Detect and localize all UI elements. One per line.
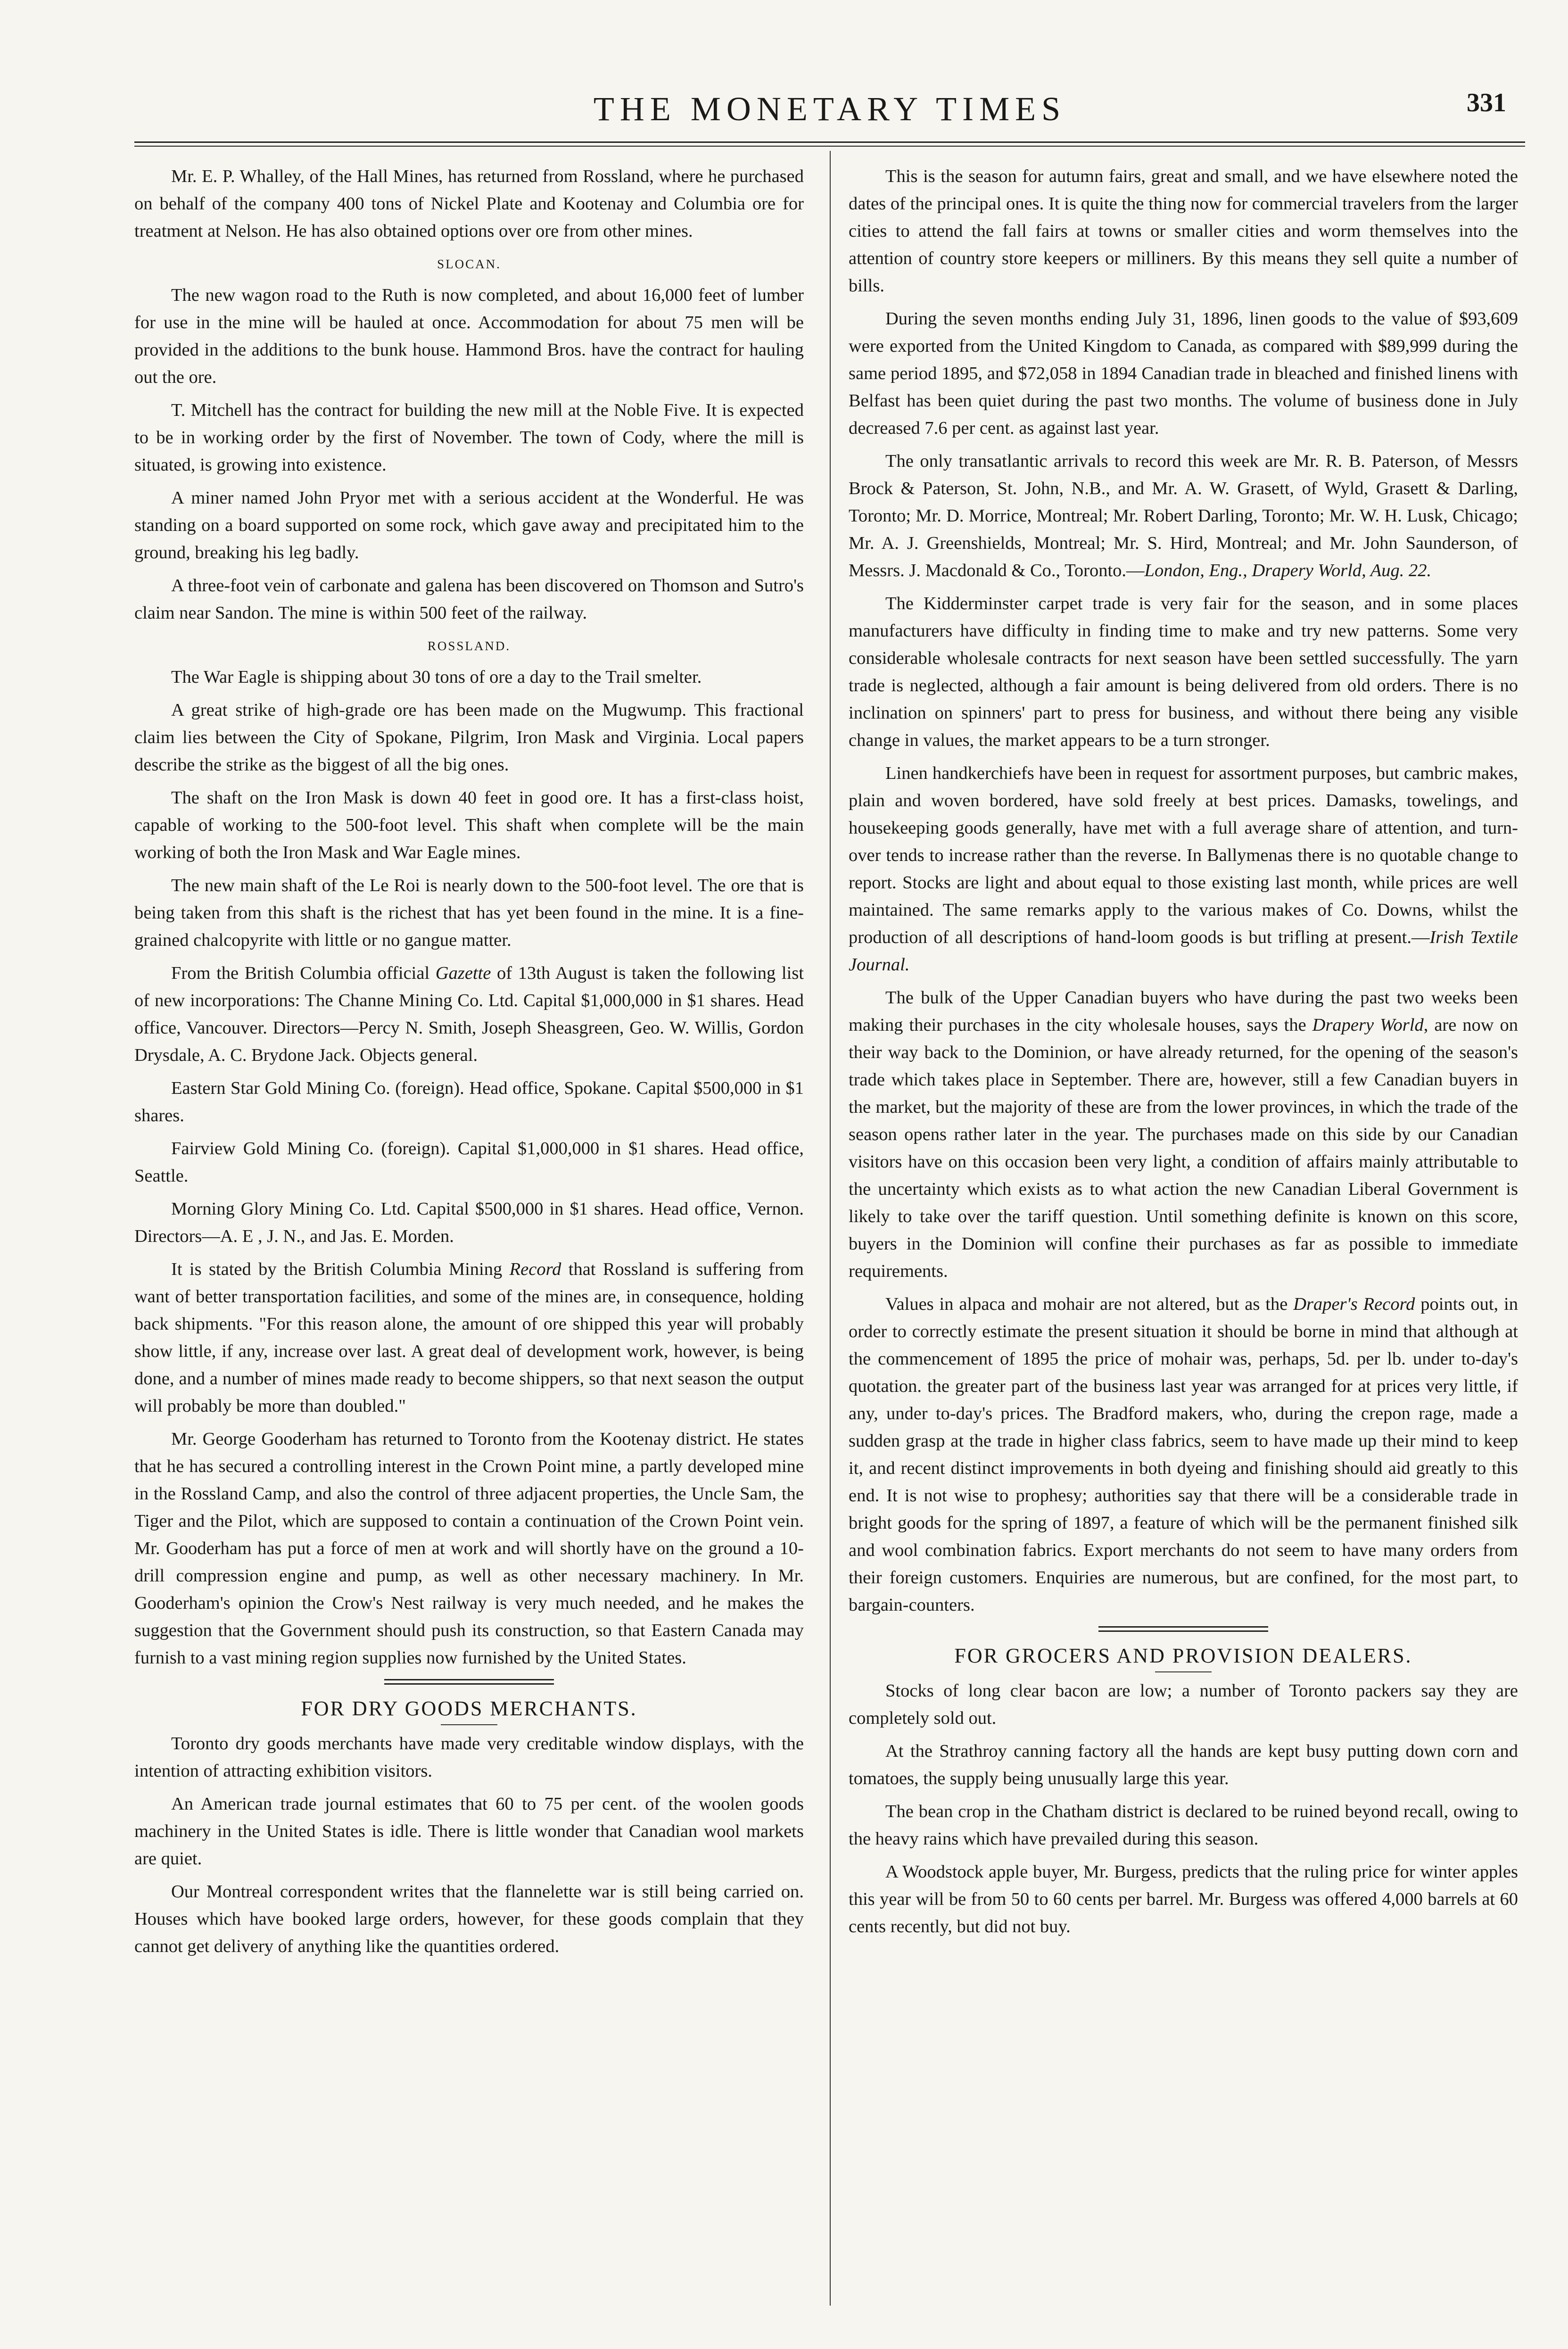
paragraph: At the Strathroy canning factory all the hands are kept busy putting down corn and tomatoes, the supply being unusually large this year.	[849, 1741, 1518, 1788]
paragraph: Mr. George Gooderham has returned to Toronto from the Kootenay district. He states that he has secured a controlling interest in the Crown Point mine, a partly developed mine in the Rossland Camp, and also the control of three adjacent properties, the Uncle Sam, the Tiger and the Pilot, which are supposed to contain a continuation of the Crown Point vein. Mr. Gooderham has put a force of men at work and will shortly have on the ground a 10-drill compression engine and pump, as well as other necessary machinery. In Mr. Gooderham's opinion the Crow's Nest railway is very much needed, and he makes the suggestion that the Government should push its construction, so that Eastern Canada may furnish to a vast mining region supplies now furnished by the United States.	[134, 1429, 804, 1668]
text-run: The only transatlantic arrivals to record this week are Mr. R. B. Paterson, of Messrs Brock & Paterson, St. John, N.B., and Mr. A. W. Grasett, of Wyld, Grasett & Darling, Toronto; Mr. D. Morrice, Montreal; Mr. Robert Darling, Toronto; Mr. W. H. Lusk, Chicago; Mr. A. J. Greenshields, Montreal; Mr. S. Hird, Montreal; and Mr. John Saunderson, of Messrs. J. Macdonald & Co., Toronto.—	[849, 451, 1518, 580]
left-column	[134, 163, 804, 1966]
section-divider-rule	[1098, 1626, 1268, 1632]
text-run: From the British Columbia official	[171, 963, 436, 983]
paragraph: A great strike of high-grade ore has been made on the Mugwump. This fractional claim lies between the City of Spokane, Pilgrim, Iron Mask and Virginia. Local papers describe the strike as the biggest of all the big ones.	[134, 700, 804, 775]
column-divider	[830, 151, 831, 2306]
paragraph-gazette	[134, 959, 804, 1069]
text-run: Linen handkerchiefs have been in request for assortment purposes, but cambric makes, plain and woven bordered, have sold freely at best prices. Damasks, towelings, and housekeeping goods generally, have met with a full average share of attention, and turn-over tends to increase rather than the reverse. In Ballymenas there is no quotable change to report. Stocks are light and about equal to those existing last month, while prices are well maintained. The same remarks apply to the various makes of Co. Downs, whilst the production of all descriptions of hand-loom goods is but trifling at present.—	[849, 763, 1518, 947]
paragraph: A Woodstock apple buyer, Mr. Burgess, predicts that the ruling price for winter apples this year will be from 50 to 60 cents per barrel. Mr. Burgess was offered 4,000 barrels at 60 cents recently, but did not buy.	[849, 1862, 1518, 1936]
paragraph: Eastern Star Gold Mining Co. (foreign). Head office, Spokane. Capital $500,000 in $1 shares.	[134, 1078, 804, 1125]
section-heading-slocan: SLOCAN.	[437, 257, 501, 271]
paragraph: The new main shaft of the Le Roi is nearly down to the 500-foot level. The ore that is being taken from this shaft is the richest that has yet been found in the mine. It is a fine-grained chalcopyrite with little or no gangue matter.	[134, 876, 804, 950]
text-run: Values in alpaca and mohair are not altered, but as the	[885, 1294, 1294, 1314]
page-number: 331	[1467, 88, 1506, 117]
paragraph-alpaca	[849, 1290, 1518, 1619]
paragraph: Fairview Gold Mining Co. (foreign). Capital $1,000,000 in $1 shares. Head office, Seattle.	[134, 1139, 804, 1186]
text-run: , are now on their way back to the Dominion, or have already returned, for the opening of the season's trade which takes place in September. There are, however, still a few Canadian buyers in the market, but the majority of these are from the lower provinces, in which the trade of the season opens rather later in the year. The purchases made on this side by our Canadian visitors have on this occasion been very light, a condition of affairs mainly attributable to the uncertainty which exists as to what action the new Canadian Liberal Government is likely to take over the tariff question. Until something definite is known on this score, buyers in the Dominion will confine their purchases as far as possible to immediate requirements.	[849, 1015, 1518, 1281]
short-rule	[441, 1724, 497, 1725]
source-citation: Irish Textile Journal.	[849, 927, 1518, 975]
paragraph: During the seven months ending July 31, 1896, linen goods to the value of $93,609 were exported from the United Kingdom to Canada, as compared with $89,999 during the same period 1895, and $72,058 in 1894 Canadian trade in bleached and finished linens with Belfast has been quiet during the past two months. The volume of business done in July decreased 7.6 per cent. as against last year.	[849, 309, 1518, 438]
header-rule	[134, 141, 1525, 147]
paragraph-buyers	[849, 984, 1518, 1285]
section-title-dry-goods: FOR DRY GOODS MERCHANTS.	[301, 1697, 637, 1720]
paragraph-handkerchiefs	[849, 760, 1518, 978]
section-divider-rule	[384, 1679, 554, 1685]
paragraph: Stocks of long clear bacon are low; a number of Toronto packers say they are completely sold out.	[849, 1681, 1518, 1728]
italic-title: Record	[509, 1259, 561, 1279]
source-citation: London, Eng., Drapery World, Aug. 22.	[1144, 561, 1432, 580]
paragraph: A miner named John Pryor met with a serious accident at the Wonderful. He was standing on a board supported on some rock, which gave away and precipitated him to the ground, breaking his leg badly.	[134, 488, 804, 562]
paragraph: The Kidderminster carpet trade is very fair for the season, and in some places manufacturers have difficulty in finding time to make and try new patterns. Some very considerable wholesale contracts for next season have been settled successfully. The yarn trade is neglected, although a fair amount is being delivered from old orders. There is no inclination on spinners' part to press for business, and without there being any visible change in values, the market appears to be a turn stronger.	[849, 594, 1518, 750]
italic-title: Gazette	[435, 963, 491, 983]
page-header	[134, 90, 1525, 132]
short-rule	[1155, 1671, 1212, 1672]
paragraph: Our Montreal correspondent writes that the flannelette war is still being carried on. Houses which have booked large orders, however, for these goods complain that they cannot get delivery of anything like the quantities ordered.	[134, 1882, 804, 1956]
paragraph: The War Eagle is shipping about 30 tons of ore a day to the Trail smelter.	[171, 667, 702, 687]
text-run: of 13th August is taken the following list of new incorporations: The Channe Mining Co. Ltd. Capital $1,000,000 in $1 shares. Head office, Vancouver. Directors—Percy N. Smith, Joseph Sheasgreen, Geo. W. Willis, Gordon Drysdale, A. C. Brydone Jack. Objects general.	[134, 963, 804, 1065]
text-run: It is stated by the British Columbia Mining	[171, 1259, 510, 1279]
paragraph: Toronto dry goods merchants have made very creditable window displays, with the intention of attracting exhibition visitors.	[134, 1734, 804, 1781]
text-run: The bulk of the Upper Canadian buyers who have during the past two weeks been making their purchases in the city wholesale houses, says the	[849, 988, 1518, 1035]
masthead-title: THE MONETARY TIMES	[593, 90, 1066, 128]
italic-title: Drapery World	[1312, 1015, 1424, 1035]
text-run: points out, in order to correctly estimate the present situation it should be borne in mind that although at the commencement of 1895 the price of mohair was, perhaps, 5d. per lb. under to-day's quotation. the greater part of the business last year was arranged for at prices very little, if any, under to-day's prices. The Bradford makers, who, during the crepon rage, made a sudden grasp at the trade in higher class fabrics, seem to have made up their mind to keep it, and recent distinct improvements in both dyeing and finishing should aid greatly to this end. It is not wise to prophesy; authorities say that there will be a considerable trade in bright goods for the spring of 1897, a feature of which will be the permanent finished silk and wool combination fabrics. Export merchants do not seem to have many orders from their foreign customers. Enquiries are numerous, but are confined, for the most part, to bargain-counters.	[849, 1294, 1518, 1615]
paragraph: T. Mitchell has the contract for building the new mill at the Noble Five. It is expected to be in working order by the first of November. The town of Cody, where the mill is situated, is growing into existence.	[134, 400, 804, 475]
paragraph: An American trade journal estimates that 60 to 75 per cent. of the woolen goods machinery in the United States is idle. There is little wonder that Canadian wool markets are quiet.	[134, 1794, 804, 1869]
paragraph-record	[134, 1256, 804, 1420]
section-heading-rossland: ROSSLAND.	[427, 639, 511, 653]
text-run: that Rossland is suffering from want of better transportation facilities, and some of the mines are, in consequence, holding back shipments. "For this reason alone, the amount of ore shipped this year will probably show little, if any, increase over last. A great deal of development work, however, is being done, and a number of mines made ready to become shippers, so that next season the output will probably be more than doubled."	[134, 1259, 804, 1416]
section-title-grocers: FOR GROCERS AND PROVISION DEALERS.	[954, 1644, 1412, 1667]
paragraph: The shaft on the Iron Mask is down 40 feet in good ore. It has a first-class hoist, capable of working to the 500-foot level. This shaft when complete will be the main working of both the Iron Mask and War Eagle mines.	[134, 788, 804, 862]
paragraph: The new wagon road to the Ruth is now completed, and about 16,000 feet of lumber for use in the mine will be hauled at once. Accommodation for about 75 men will be provided in the additions to the bunk house. Hammond Bros. have the contract for hauling out the ore.	[134, 285, 804, 387]
paragraph: Mr. E. P. Whalley, of the Hall Mines, has returned from Rossland, where he purchased on behalf of the company 400 tons of Nickel Plate and Kootenay and Columbia ore for treatment at Nelson. He has also obtained options over ore from other mines.	[134, 166, 804, 241]
paragraph: Morning Glory Mining Co. Ltd. Capital $500,000 in $1 shares. Head office, Vernon. Directors—A. E , J. N., and Jas. E. Morden.	[134, 1199, 804, 1246]
right-column	[849, 163, 1518, 1946]
paragraph: A three-foot vein of carbonate and galena has been discovered on Thomson and Sutro's claim near Sandon. The mine is within 500 feet of the railway.	[134, 576, 804, 623]
paragraph-arrivals	[849, 447, 1518, 584]
italic-title: Draper's Record	[1293, 1294, 1415, 1314]
paragraph: This is the season for autumn fairs, great and small, and we have elsewhere noted the dates of the principal ones. It is quite the thing now for commercial travelers from the larger cities to attend the fall fairs at towns or smaller cities and worm themselves into the attention of country store keepers or milliners. By this means they sell quite a number of bills.	[849, 166, 1518, 296]
paragraph: The bean crop in the Chatham district is declared to be ruined beyond recall, owing to the heavy rains which have prevailed during this season.	[849, 1802, 1518, 1849]
